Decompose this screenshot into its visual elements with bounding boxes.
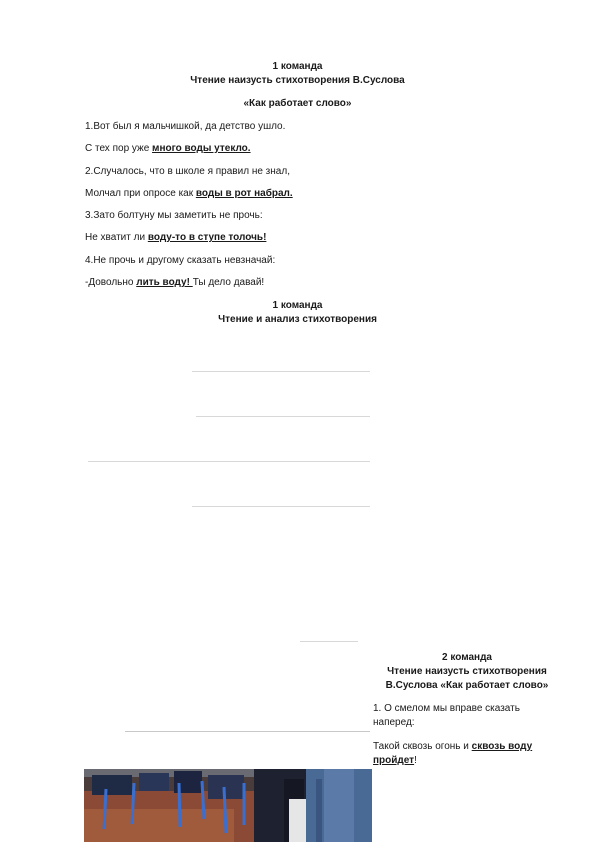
section3-line-3: пройдет!	[373, 755, 417, 766]
section2-title: 1 команда	[272, 300, 323, 311]
section3-block	[372, 651, 562, 768]
poem-line-4: Молчал при опросе как воды в рот набрал.	[85, 188, 293, 199]
section1-title: 1 команда	[272, 61, 323, 72]
scan-line	[88, 461, 370, 462]
poem-line-8: -Довольно лить воду! Ты дело давай!	[85, 277, 265, 288]
poem-line-7: 4.Не прочь и другому сказать невзначай:	[85, 255, 276, 266]
poem-line-2: С тех пор уже много воды утекло.	[85, 143, 251, 154]
scan-line	[196, 416, 370, 417]
section3-subtitle-2: В.Суслова «Как работает слово»	[385, 680, 549, 691]
classroom-photo	[84, 769, 372, 842]
section3-line-1b: наперед:	[373, 717, 415, 728]
poem-line-3: 2.Случалось, что в школе я правил не знал,	[85, 166, 290, 177]
section3-line-1a: 1. О смелом мы вправе сказать	[373, 703, 520, 714]
section1-subtitle: Чтение наизусть стихотворения В.Суслова	[190, 75, 405, 86]
scan-line	[192, 506, 370, 507]
poem-line-5: 3.Зато болтуну мы заметить не прочь:	[85, 210, 263, 221]
poem-title: «Как работает слово»	[243, 98, 352, 109]
poem-line-6: Не хватит ли воду-то в ступе толочь!	[85, 232, 267, 243]
section3-title: 2 команда	[442, 652, 492, 663]
section3-subtitle-1: Чтение наизусть стихотворения	[387, 666, 547, 677]
scan-line	[300, 641, 358, 642]
section2-subtitle: Чтение и анализ стихотворения	[218, 314, 377, 325]
section3-line-2: Такой сквозь огонь и сквозь воду	[373, 741, 533, 752]
scan-line	[125, 731, 370, 732]
poem-line-1: 1.Вот был я мальчишкой, да детство ушло.	[85, 121, 286, 132]
scan-line	[192, 371, 370, 372]
